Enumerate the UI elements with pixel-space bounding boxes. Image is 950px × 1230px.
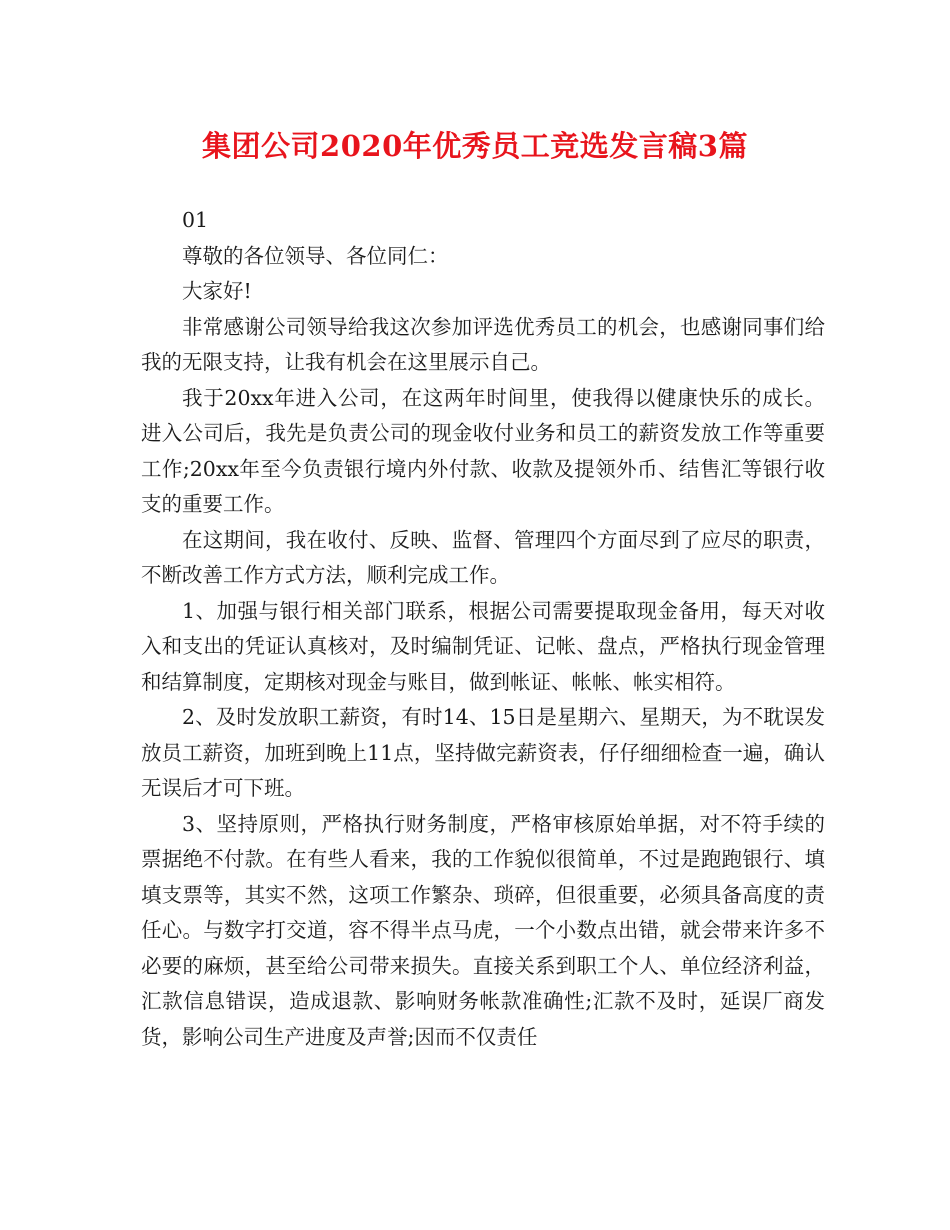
paragraph: 我于20xx年进入公司，在这两年时间里，使我得以健康快乐的成长。进入公司后，我先是负责公司的现金收付业务和员工的薪资发放工作等重要工作;20xx年至今负责银行境内外付款、收款及提领外币、结售汇等银行收支的重要工作。: [141, 385, 825, 516]
paragraph-section-number: 01: [182, 208, 209, 232]
paragraph-greeting: 大家好!: [182, 279, 252, 303]
paragraph-item-1: 1、加强与银行相关部门联系，根据公司需要提取现金备用，每天对收入和支出的凭证认真核对，及时编制凭证、记帐、盘点，严格执行现金管理和结算制度，定期核对现金与账目，做到帐证、帐帐、帐实相符。: [141, 598, 825, 694]
paragraph-item-2: 2、及时发放职工薪资，有时14、15日是星期六、星期天，为不耽误发放员工薪资，加班到晚上11点，坚持做完薪资表，仔仔细细检查一遍，确认无误后才可下班。: [141, 705, 825, 800]
paragraph-salutation: 尊敬的各位领导、各位同仁：: [182, 243, 449, 268]
document-title: 集团公司2020年优秀员工竞选发言稿3篇: [202, 129, 748, 163]
document-body: [141, 203, 825, 1055]
paragraph: 在这期间，我在收付、反映、监督、管理四个方面尽到了应尽的职责，不断改善工作方式方法，顺利完成工作。: [141, 527, 825, 587]
paragraph-item-3: 3、坚持原则，严格执行财务制度，严格审核原始单据，对不符手续的票据绝不付款。在有些人看来，我的工作貌似很简单，不过是跑跑银行、填填支票等，其实不然，这项工作繁杂、琐碎，但很重要，必须具备高度的责任心。与数字打交道，容不得半点马虎，一个小数点出错，就会带来许多不必要的麻烦，甚至给公司带来损失。直接关系到职工个人、单位经济利益，汇款信息错误，造成退款、影响财务帐款准确性;汇款不及时，延误厂商发货，影响公司生产进度及声誉;因而不仅责任: [141, 811, 825, 1049]
paragraph: 非常感谢公司领导给我这次参加评选优秀员工的机会，也感谢同事们给我的无限支持，让我有机会在这里展示自己。: [141, 314, 825, 374]
